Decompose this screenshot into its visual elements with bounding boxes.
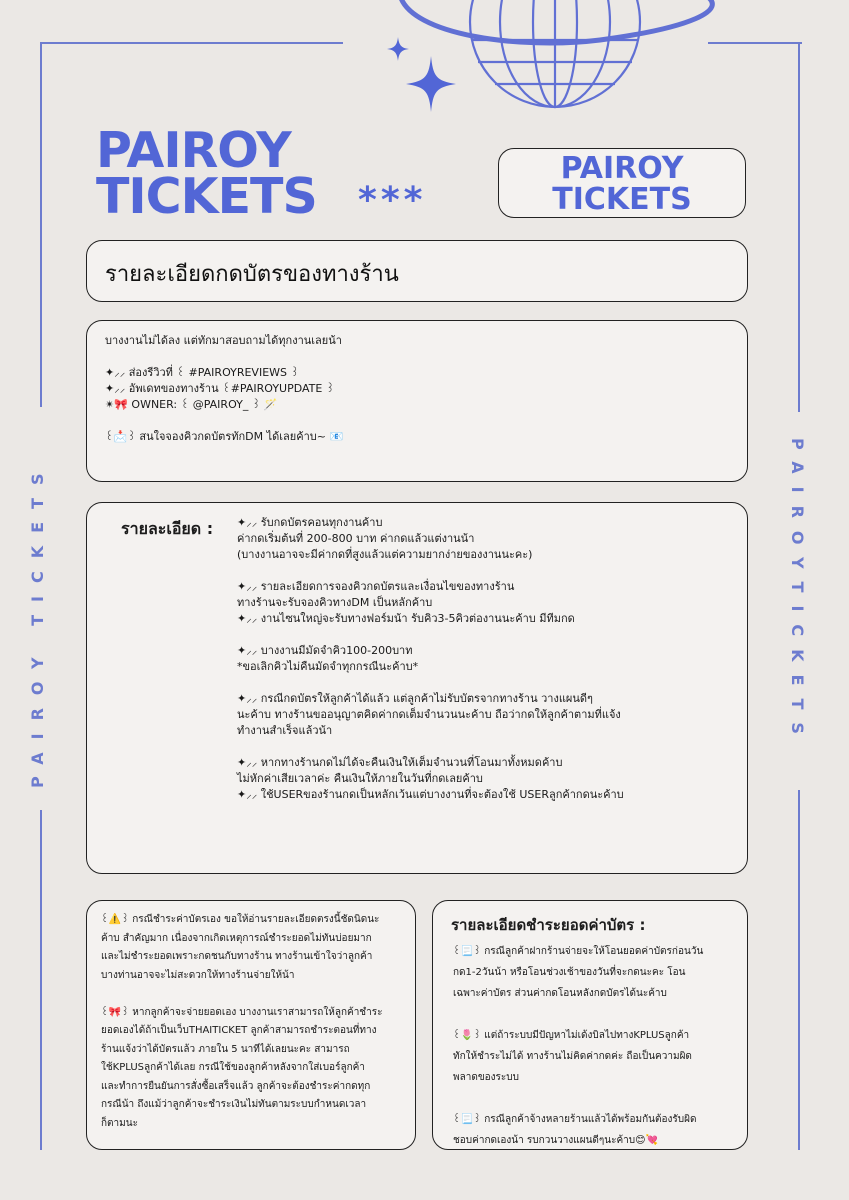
- payment-line: เฉพาะค่าบัตร ส่วนค่ากดโอนหลังกดบัตรได้นะค้าบ: [453, 988, 667, 999]
- self-payment-line: กรณีน้า ถึงแม้ว่าลูกค้าจะชำระเงินไม่ทันตามระบบกำหนดเวลา: [101, 1099, 367, 1110]
- frame-line-top-left: [40, 42, 343, 44]
- detail-line: ✦⸝⸝ รายละเอียดการจองคิวกดบัตรและเงื่อนไขของทางร้าน: [237, 580, 515, 593]
- detail-line: ทางร้านจะรับจองคิวทางDM เป็นหลักค้าบ: [237, 596, 433, 609]
- payment-line: ꒰📃꒱ กรณีลูกค้าฝากร้านจ่ายจะให้โอนยอดค่าบัตรก่อนวัน: [453, 946, 704, 957]
- payment-line: พลาดของระบบ: [453, 1072, 519, 1083]
- contact-owner-line: ✴🎀 OWNER: ꒰ @PAIROY_ ꒱ 🪄: [105, 398, 278, 411]
- payment-details-box: [432, 900, 748, 1150]
- detail-line: ✦⸝⸝ งานไซนใหญ่จะรับทางฟอร์มน้า รับคิว3-5คิวต่องานนะค้าบ มีทีมกด: [237, 612, 575, 625]
- sparkle-large-icon: [406, 56, 456, 112]
- contact-update-line: ✦⸝⸝ อัพเดทของทางร้าน ꒰#PAIROYUPDATE ꒱: [105, 382, 335, 395]
- payment-details-lines: [453, 941, 703, 1151]
- detail-line: ไม่หักค่าเสียเวลาค่ะ คืนเงินให้ภายในวันที่กดเลยค้าบ: [237, 772, 483, 785]
- detail-line: ✦⸝⸝ บางงานมีมัดจำคิว100-200บาท: [237, 644, 413, 657]
- payment-line: [453, 1088, 703, 1109]
- contact-line: บางงานไม่ได้ลง แต่ทักมาสอบถามได้ทุกงานเลยน้า: [105, 334, 342, 347]
- payment-line: ทักให้ชำระไม่ได้ ทางร้านไม่คิดค่ากดค่ะ ถือเป็นความผิด: [453, 1051, 692, 1062]
- details-box: [86, 502, 748, 874]
- details-lines: [237, 515, 624, 803]
- brand-tag-line2: TICKETS: [552, 182, 692, 217]
- self-payment-box: [86, 900, 416, 1150]
- detail-line: [237, 563, 624, 579]
- frame-line-left-upper: [40, 42, 42, 407]
- sparkle-small-icon: [387, 37, 409, 61]
- self-payment-line: บางท่านอาจจะไม่สะดวกให้ทางร้านจ่ายให้น้า: [101, 969, 295, 981]
- self-payment-line: ร้านแจ้งว่าได้บัตรแล้ว ภายใน 5 นาทีได้เลยนะคะ สามารถ: [101, 1043, 350, 1055]
- vertical-brand-right: PAIROYTICKETS: [788, 438, 807, 747]
- brand-tag-line1: PAIROY: [560, 151, 684, 186]
- detail-line: [237, 739, 624, 755]
- self-payment-lines: [101, 911, 382, 1133]
- contact-reviews-line: ✦⸝⸝ ส่องรีวิวที่ ꒰ #PAIROYREVIEWS ꒱: [105, 366, 300, 379]
- contact-dm-line: ꒰📩꒱ สนใจจองคิวกดบัตรทักDM ได้เลยค้าบ~ 📧: [105, 430, 344, 443]
- detail-line: (บางงานอาจจะมีค่ากดที่สูงแล้วแต่ความยากง่ายของงานนะคะ): [237, 548, 533, 561]
- detail-line: [237, 627, 624, 643]
- detail-line: ทำงานสำเร็จแล้วน้า: [237, 724, 333, 737]
- self-payment-line: ꒰⚠️꒱ กรณีชำระค่าบัตรเอง ขอให้อ่านรายละเอียดตรงนี้ชัดนิดนะ: [101, 914, 380, 925]
- payment-line: ꒰🌷꒱ แต่ถ้าระบบมีปัญหาไม่เด้งบิลไปทางKPLUSลูกค้า: [453, 1030, 690, 1041]
- payment-line: กด1-2วันน้า หรือโอนช่วงเช้าของวันที่จะกดนะคะ โอน: [453, 967, 686, 978]
- payment-line: ꒰📃꒱ กรณีลูกค้าจ้างหลายร้านแล้วได้พร้อมกันต้องรับผิด: [453, 1114, 697, 1125]
- contact-lines: [105, 333, 343, 445]
- frame-line-left-lower: [40, 810, 42, 1150]
- detail-line: *ขอเลิกคิวไม่คืนมัดจำทุกกรณีนะค้าบ*: [237, 660, 419, 673]
- self-payment-line: และทำการยืนยันการสั่งซื้อเสร็จแล้ว ลูกค้าจะต้องชำระค่ากดทุก: [101, 1080, 371, 1092]
- detail-line: ค่ากดเริ่มต้นที่ 200-800 บาท ค่ากดแล้วแต่งานน้า: [237, 532, 475, 545]
- payment-line: [453, 1004, 703, 1025]
- asterisk-decoration: ***: [358, 180, 427, 221]
- detail-line: ✦⸝⸝ หากทางร้านกดไม่ได้จะคืนเงินให้เต็มจำนวนที่โอนมาทั้งหมดค้าบ: [237, 756, 563, 769]
- brand-title-line2: TICKETS: [96, 168, 317, 225]
- self-payment-line: ใช้KPLUSลูกค้าได้เลย กรณีใช้ของลูกค้าหลังจากใส่เบอร์ลูกค้า: [101, 1062, 365, 1073]
- self-payment-line: ค้าบ สำคัญมาก เนื่องจากเกิดเหตุการณ์ชำระยอดไม่ทันบ่อยมาก: [101, 932, 372, 944]
- details-label: รายละเอียด :: [121, 519, 214, 538]
- self-payment-line: [101, 985, 382, 1004]
- payment-details-title: รายละเอียดชำระยอดค่าบัตร :: [451, 916, 646, 934]
- detail-line: ✦⸝⸝ กรณีกดบัตรให้ลูกค้าได้แล้ว แต่ลูกค้าไม่รับบัตรจากทางร้าน วางแผนดีๆ: [237, 692, 593, 705]
- page-heading: รายละเอียดกดบัตรของทางร้าน: [105, 262, 399, 287]
- brand-title: [96, 122, 356, 225]
- self-payment-line: ꒰🎀꒱ หากลูกค้าจะจ่ายยอดเอง บางงานเราสามารถให้ลูกค้าชำระ: [101, 1006, 383, 1018]
- contact-line: [105, 413, 343, 429]
- detail-line: นะค้าบ ทางร้านขออนุญาตคิดค่ากดเต็มจำนวนนะค้าบ ถือว่ากดให้ลูกค้าตามที่แจ้ง: [237, 708, 621, 721]
- brand-tag-box: [498, 148, 746, 218]
- detail-line: ✦⸝⸝ รับกดบัตรคอนทุกงานค้าบ: [237, 516, 383, 529]
- frame-line-right-upper: [798, 42, 800, 412]
- brand-title-line1: PAIROY: [96, 122, 291, 179]
- detail-line: ✦⸝⸝ ใช้USERของร้านกดเป็นหลักเว้นแต่บางงานที่จะต้องใช้ USERลูกค้ากดนะค้าบ: [237, 788, 624, 801]
- self-payment-line: ยอดเองได้ถ้าเป็นเว็บTHAITICKET ลูกค้าสามารถชำระตอนที่ทาง: [101, 1025, 377, 1036]
- vertical-brand-left: PAIROY TICKETS: [28, 460, 47, 788]
- frame-line-right-lower: [798, 790, 800, 1150]
- payment-line: ชอบค่ากดเองน้า รบกวนวางแผนดีๆนะค้าบ😊💘: [453, 1135, 659, 1146]
- self-payment-line: ก็ตามนะ: [101, 1117, 138, 1129]
- detail-line: [237, 675, 624, 691]
- heading-box: [86, 240, 748, 302]
- contact-box: [86, 320, 748, 482]
- self-payment-line: และไม่ชำระยอดเพราะกดชนกับทางร้าน ทางร้านเข้าใจว่าลูกค้า: [101, 951, 373, 962]
- contact-line: [105, 349, 343, 365]
